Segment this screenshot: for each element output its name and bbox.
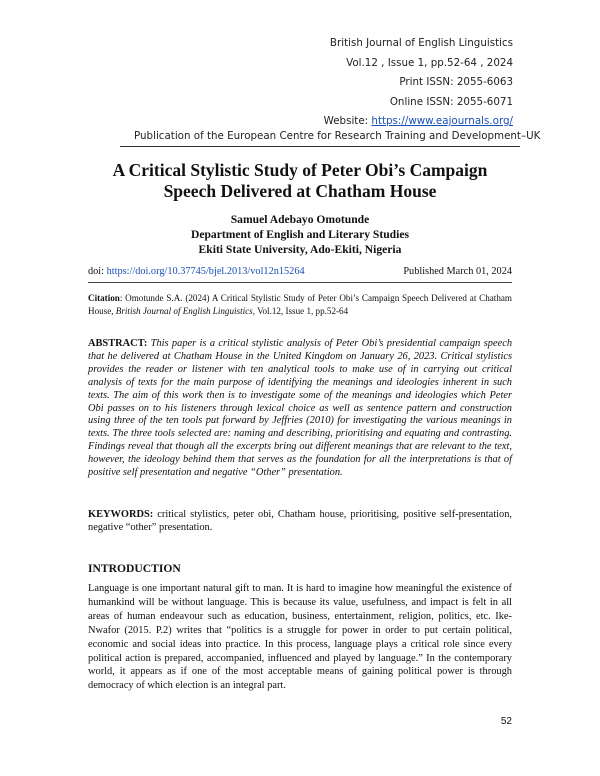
journal-masthead [324,34,513,132]
header-divider [120,146,520,147]
doi-link[interactable]: https://doi.org/10.37745/bjel.2013/vol12n15264 [106,266,305,277]
citation-text-before: : Omotunde S.A. (2024) A Critical Stylistic Study of Peter Obi’s Campaign Speech Delivered at Chatham House, [88,293,512,316]
doi-row [88,266,512,277]
keywords-text: critical stylistics, peter obi, Chatham house, prioritising, positive self-presentation, negative “other” presentation. [88,509,512,533]
volume-info: Vol.12 , Issue 1, pp.52-64 , 2024 [346,56,513,69]
author-name: Samuel Adebayo Omotunde [230,213,370,226]
doi-label: doi: [88,266,107,277]
website-line [324,112,513,132]
abstract-label: ABSTRACT: [88,338,151,349]
introduction-heading: INTRODUCTION [88,562,181,575]
citation-journal: British Journal of English Linguistics [115,306,253,316]
website-link[interactable]: https://www.eajournals.org/ [371,115,513,127]
published-date: Published March 01, 2024 [403,266,512,277]
keywords [88,508,512,534]
author-university: Ekiti State University, Ado-Ekiti, Nigeria [198,243,402,256]
citation [88,292,512,318]
online-issn: Online ISSN: 2055-6071 [389,95,513,108]
introduction-body: Language is one important natural gift to man. It is hard to imagine how meaningful the existence of humankind will be without language. This is because its value, usefulness, and impact is felt in all areas of human endeavour such as education, business, entertainment, religion, politics, etc. Ike-Nwafor (2015. P.2) writes that “politics is a struggle for power in order to put certain political, economic and social ideas into practice. In this process, language plays a critical role since every political action is prepared, accompanied, influenced and played by language.” In the contemporary world, it appears as if one of the most acceptable means of gaining political power is through democracy of which election is an integral part. [88,583,512,692]
author-block [60,212,540,257]
citation-label: Citation [88,293,120,303]
title-line-2: Speech Delivered at Chatham House [163,181,437,201]
website-label: Website: [323,115,372,127]
abstract-body: This paper is a critical stylistic analysis of Peter Obi’s presidential campaign speech that he delivered at Chatham House in the United Kingdom on January 26, 2023. Critical stylistics provides the reader or listener with ten analytical tools to make use of in carrying out critical analysis of texts for the main purpose of identifying the meanings and ideologies inherent in such texts. The aim of this work then is to investigate some of the meanings and ideologies which Peter Obi passes on to his listeners through lexical choice as well as sentence pattern and construction using three of the ten tools put forward by Jeffries (2010) for investigating the various meanings in texts. The three tools selected are: naming and describing, prioritising and equating and contrasting. Findings reveal that though all the excerpts bring out different meanings that are relevant to the text, however, the ideology behind them that serves as the foundation for all the interpretations is that of positive self presentation and negative “Other” presentation. [88,338,513,479]
title-line-1: A Critical Stylistic Study of Peter Obi’s Campaign [112,160,488,180]
article-title [60,160,540,202]
keywords-label: KEYWORDS: [88,509,154,520]
page-number: 52 [500,716,512,727]
doi-divider [88,282,512,283]
citation-text-after: , Vol.12, Issue 1, pp.52-64 [252,306,349,316]
author-department: Department of English and Literary Studies [190,228,410,241]
print-issn: Print ISSN: 2055-6063 [399,76,513,88]
abstract [88,338,512,480]
journal-name: British Journal of English Linguistics [329,37,513,49]
publisher-line: Publication of the European Centre for Research Training and Development–UK [134,130,541,142]
